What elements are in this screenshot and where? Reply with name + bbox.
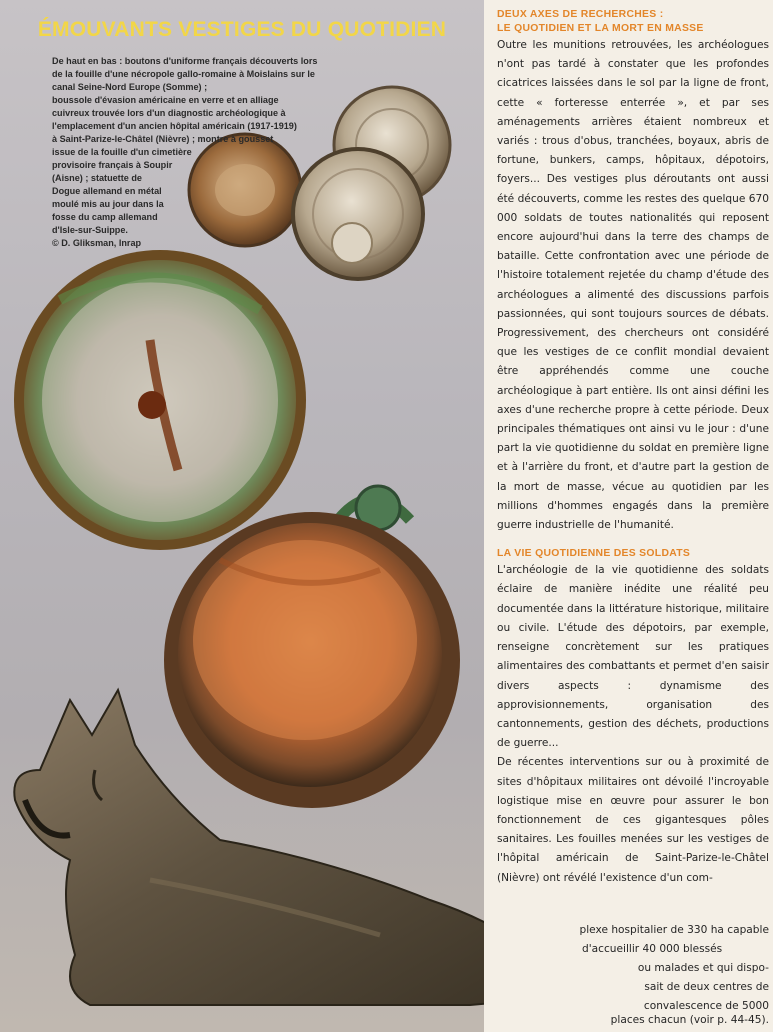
- heading-line-1: DEUX AXES DE RECHERCHES :: [497, 9, 664, 20]
- section-heading-daily-life: LA VIE QUOTIDIENNE DES SOLDATS: [497, 548, 691, 560]
- paragraph-daily-life-2: De récentes interventions sur ou à proximité de sites d'hôpitaux militaires ont dévoilé l'incroyable logistique mise en œuvre pour assurer le bon fonctionnement de ces gigantesques pôles sanitaires. Les fouilles menées sur les vestiges de l'hôpital américain de Saint-Parize-le-Châtel (Nièvre) ont révélé l'existence d'un com-: [497, 756, 769, 884]
- heading-line-2: LE QUOTIDIEN ET LA MORT EN MASSE: [497, 23, 704, 34]
- tail-line-5: convalescence de 5000: [643, 1000, 769, 1012]
- tail-line-2: d'accueillir 40 000 blessés: [582, 943, 723, 955]
- photo-caption: De haut en bas : boutons d'uniforme français découverts lors de la fouille d'une nécropole gallo-romaine à Moislains sur le canal Seine-Nord Europe (Somme) ; boussole d'évasion américaine en verre et en alliage cuivreux trouvée lors d'un diagnostic archéologique à l'emplacement d'un ancien hôpital américain (1917-1919) à Saint-Parize-le-Châtel (Nièvre) ; montre à gousset issue de la fouille d'un cimetière provisoire français à Soupir (Aisne) ; statuette de Dogue allemand en métal moulé mis au jour dans la fosse du camp allemand d'Isle-sur-Suippe. © D. Gliksman, Inrap: [52, 56, 318, 248]
- tail-line-6: places chacun (voir p. 44-45).: [610, 1014, 769, 1026]
- tail-line-1: plexe hospitalier de 330 ha capable: [579, 924, 769, 936]
- escape-compass: [14, 250, 306, 550]
- tail-line-3: ou malades et qui dispo-: [637, 962, 769, 974]
- paragraph-axes: Outre les munitions retrouvées, les archéologues n'ont pas tardé à constater que les profondes cicatrices laissées dans le sol par la ligne de front, cette « forteresse enterrée », et par ses aménagements arrières étaient nombreux et variés : trous d'obus, tranchées, boyaux, abris de fortune, bunkers, camps, hôpitaux, dépotoirs, foyers... Des vestiges plus déroutants ont aussi été découverts, comme les restes des quelque 670 000 soldats de toutes nationalités qui reposent encore aujourd'hui dans la terre des champs de bataille. Cette confrontation avec une période de l'histoire totalement rejetée du champ d'étude des archéologues a alimenté des discussions parfois passionnées, qui sont toujours sources de débats. Progressivement, des chercheurs ont considéré que les vestiges de ce conflit mondial devaient être appréhendés comme une couche archéologique à part entière. Ils ont ainsi défini les axes d'une recherche propre à cette période. Deux principales thématiques ont ainsi vu le jour : d'une part la vie quotidienne du soldat en première ligne et à l'arrière du front, et d'autre part la gestion de la mort de masse, vécue au quotidien par les millions d'hommes engagés dans la première guerre industrielle de l'humanité.: [497, 39, 769, 532]
- panel-title: ÉMOUVANTS VESTIGES DU QUOTIDIEN: [37, 18, 447, 41]
- section-heading-axes: [497, 8, 769, 36]
- tail-line-4: sait de deux centres de: [644, 981, 769, 993]
- article-column: [497, 8, 769, 888]
- paragraph-daily-life-1: L'archéologie de la vie quotidienne des soldats éclaire de manière inédite une réalité peu documentée dans la littérature historique, militaire ou civile. L'étude des dépotoirs, par exemple, renseigne concrètement sur les pratiques alimentaires des combattants et permet d'en saisir divers aspects : dynamisme des approvisionnements, organisation des cantonnements, gestion des déchets, productions de guerre...: [497, 564, 769, 750]
